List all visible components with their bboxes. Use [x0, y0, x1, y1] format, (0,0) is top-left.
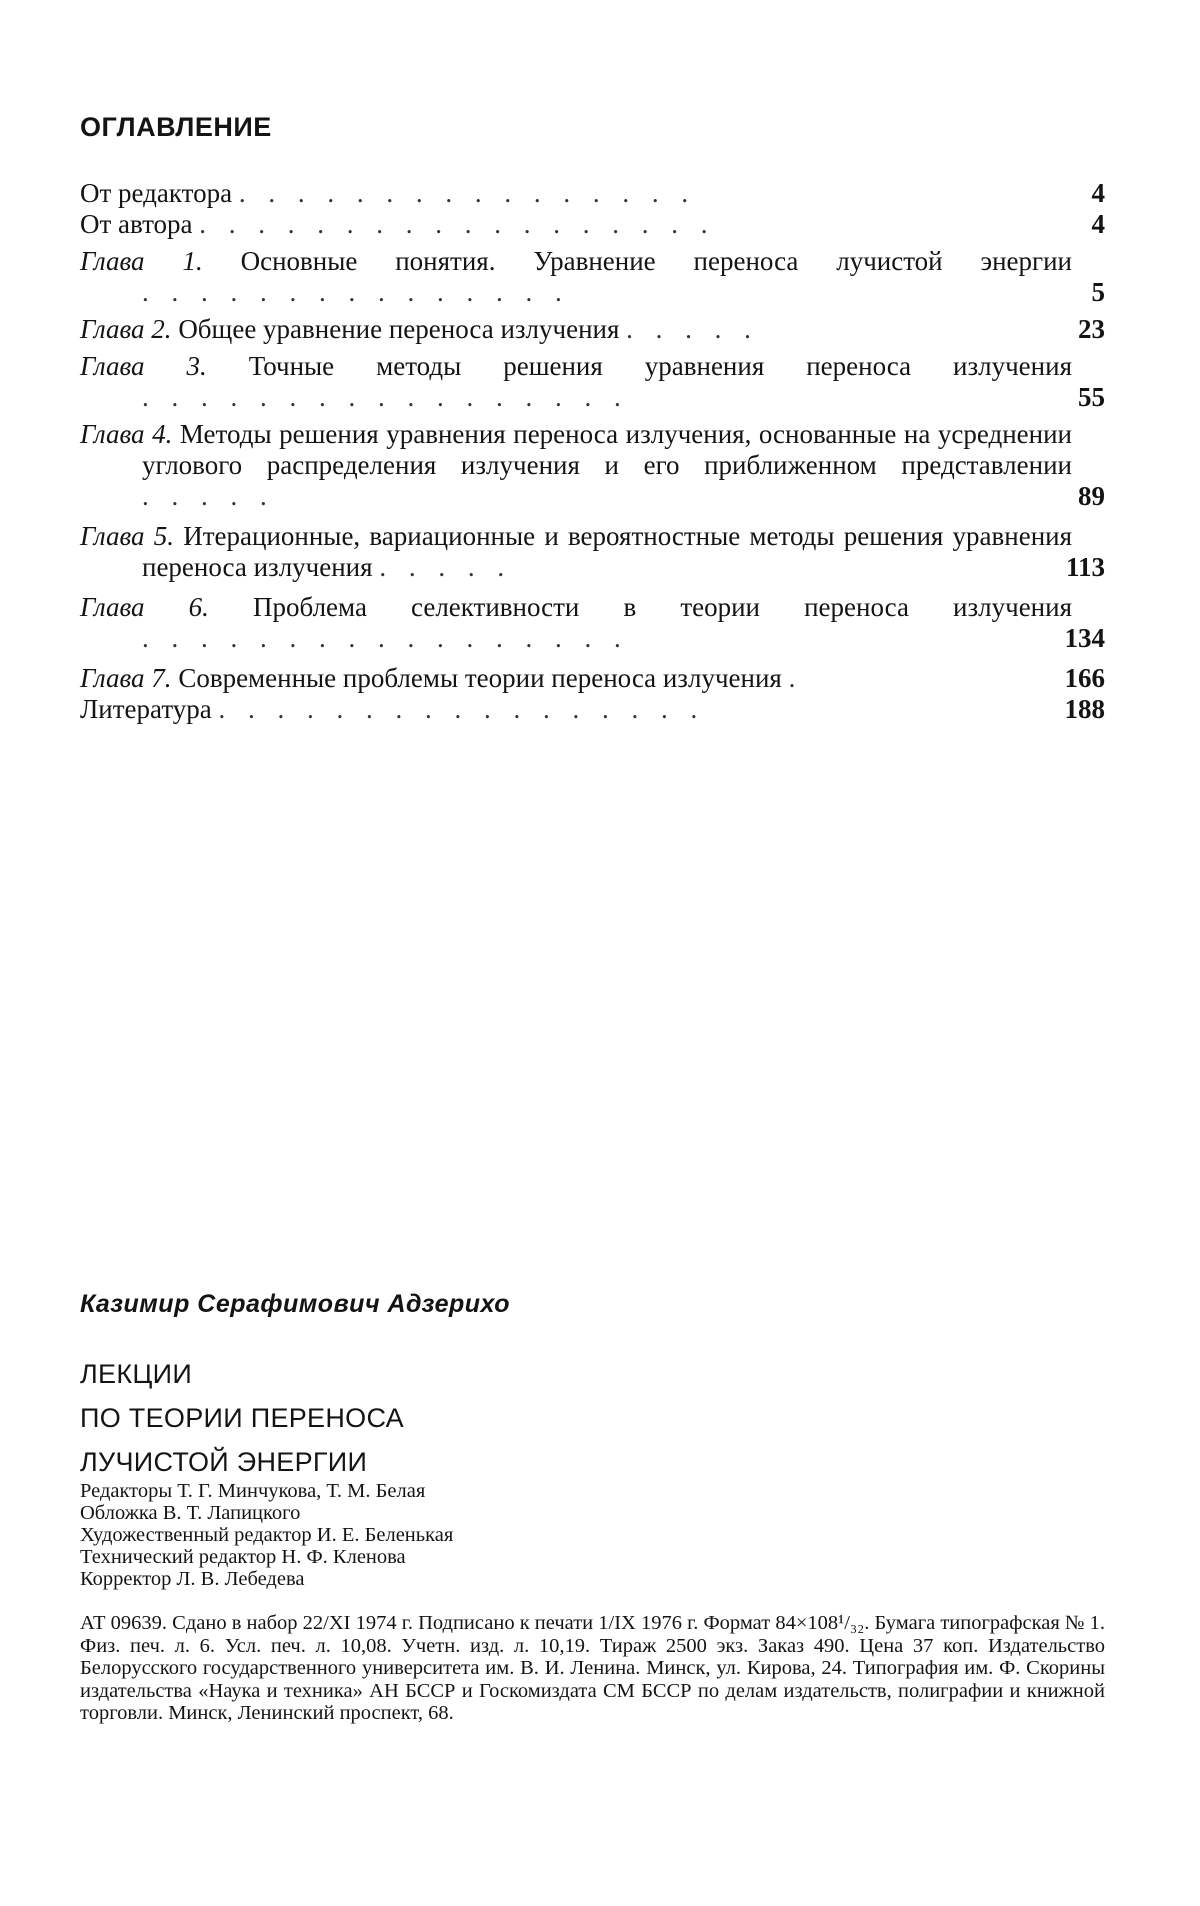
toc-entry-text: Основные понятия. Уравнение переноса лучистой энергии — [240, 246, 1073, 276]
toc-page-number: 134 — [1064, 623, 1105, 653]
toc-entry-chapter-1 — [80, 246, 1105, 308]
dot-leader: . . . . . . . . . . . . . . . . . — [142, 623, 629, 653]
book-title-line: ЛЕКЦИИ — [80, 1359, 193, 1389]
toc-entry-chapter-3 — [80, 351, 1105, 413]
toc-entry-text: Методы решения уравнения переноса излучения, основанные на усреднении углового распределения излучения и его приближенном представлении — [142, 419, 1073, 480]
toc-page-number: 55 — [1078, 382, 1105, 412]
toc-page-number: 5 — [1091, 277, 1105, 307]
toc-entry-text: Современные проблемы теории переноса излучения — [178, 663, 782, 693]
credit-line: Художественный редактор И. Е. Беленькая — [80, 1524, 454, 1546]
toc-page-number: 23 — [1078, 314, 1105, 344]
book-title-line: ПО ТЕОРИИ ПЕРЕНОСА — [80, 1403, 404, 1433]
toc-entry-text: От автора — [80, 209, 193, 239]
dot-leader: . . . . . . . . . . . . . . . . — [238, 178, 697, 208]
toc-entry-text: Точные методы решения уравнения переноса излучения — [248, 351, 1072, 381]
toc-entry-chapter-7 — [80, 663, 1105, 694]
book-title-line: ЛУЧИСТОЙ ЭНЕРГИИ — [80, 1447, 368, 1477]
dot-leader: . . . . . . . . . . . . . . . . . — [142, 382, 629, 412]
toc-entry-text: Литература — [80, 694, 212, 724]
toc-chapter-label: Глава 4. — [80, 419, 173, 449]
publication-info: АТ 09639. Сдано в набор 22/XI 1974 г. Подписано к печати 1/IX 1976 г. Формат 84×108¹/₃₂. Бумага типографская № 1. Физ. печ. л. 6. Усл. печ. л. 10,08. Учетн. изд. л. 10,19. Тираж 2500 экз. Заказ 490. Цена 37 коп. Издательство Белорусского государственного университета им. В. И. Ленина. Минск, ул. Кирова, 24. Типография им. Ф. Скорины издательства «Наука и техника» АН БССР и Госкомиздата СМ БССР по делам издательств, полиграфии и книжной торговли. Минск, Ленинский проспект, 68. — [80, 1612, 1105, 1724]
dot-leader: . . . . . . . . . . . . . . . . . — [218, 694, 706, 724]
dot-leader: . . . . . . . . . . . . . . . — [142, 277, 570, 307]
toc-page-number: 4 — [1091, 209, 1105, 239]
toc-chapter-label: Глава 5. — [80, 521, 175, 551]
credits-list — [80, 1480, 453, 1590]
toc-entry-chapter-4 — [80, 419, 1105, 512]
dot-leader: . — [788, 663, 804, 693]
toc-chapter-label: Глава 6. — [80, 592, 209, 622]
dot-leader: . . . . . — [379, 552, 513, 582]
toc-chapter-label: Глава 2. — [80, 314, 172, 344]
toc-entry-text: Общее уравнение переноса излучения — [178, 314, 620, 344]
toc-entry-text: Проблема селективности в теории переноса излучения — [253, 592, 1073, 622]
toc-page-number: 4 — [1091, 178, 1105, 208]
credit-line: Технический редактор Н. Ф. Кленова — [80, 1546, 406, 1568]
book-title — [80, 1352, 404, 1484]
toc-chapter-label: Глава 1. — [80, 246, 203, 276]
toc-entry-text: Итерационные, вариационные и вероятностные методы решения уравнения переноса излучения — [142, 521, 1073, 582]
toc-chapter-label: Глава 7. — [80, 663, 172, 693]
credit-line: Обложка В. Т. Лапицкого — [80, 1502, 301, 1524]
toc-chapter-label: Глава 3. — [80, 351, 207, 381]
toc-page-number: 89 — [1078, 481, 1105, 511]
credit-line: Редакторы Т. Г. Минчукова, Т. М. Белая — [80, 1480, 426, 1502]
toc-entry-chapter-6 — [80, 592, 1105, 654]
dot-leader: . . . . . . . . . . . . . . . . . . — [199, 209, 716, 239]
toc-entry-text: От редактора — [80, 178, 233, 208]
dot-leader: . . . . . — [626, 314, 759, 344]
toc-entry-from-editor — [80, 178, 1105, 209]
toc-page-number: 188 — [1064, 694, 1105, 724]
toc-entry-bibliography — [80, 694, 1105, 725]
toc-entry-chapter-2 — [80, 314, 1105, 345]
toc-entry-chapter-5 — [80, 521, 1105, 583]
author-name: Казимир Серафимович Адзерихо — [80, 1290, 511, 1318]
toc-heading: ОГЛАВЛЕНИЕ — [80, 112, 272, 142]
toc-entry-from-author — [80, 209, 1105, 240]
credit-line: Корректор Л. В. Лебедева — [80, 1568, 305, 1590]
dot-leader: . . . . . — [142, 481, 275, 511]
toc-page-number: 166 — [1064, 663, 1105, 693]
toc-page-number: 113 — [1065, 552, 1105, 582]
table-of-contents — [80, 178, 1105, 725]
